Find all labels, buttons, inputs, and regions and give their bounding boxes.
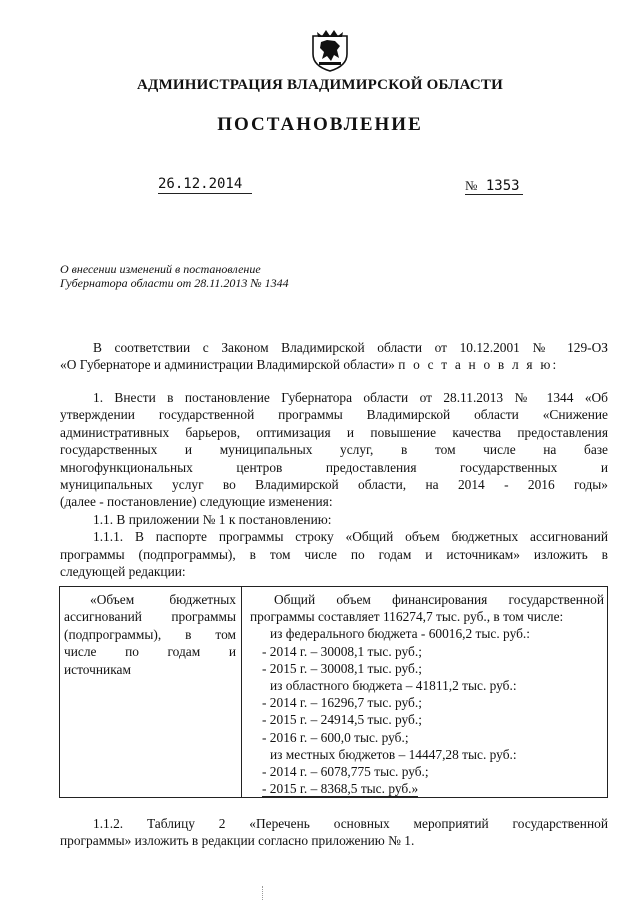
document-type-title: ПОСТАНОВЛЕНИЕ: [217, 114, 423, 135]
item-1-1-2-line-1: 1.1.2. Таблицу 2 «Перечень основных мероприятий государственной: [93, 816, 608, 831]
intro-decree: п о с т а н о в л я ю:: [398, 357, 559, 373]
item-1-line-4: государственных и муниципальных услуг, в том числе на базе: [60, 442, 608, 458]
document-date: 26.12.2014: [158, 176, 252, 194]
item-1-line-5: многофункциональных центров предоставления государственных и: [60, 459, 608, 475]
intro-line-1: В соответствии с Законом Владимирской области от 10.12.2001 № 129-ОЗ: [93, 340, 608, 355]
subject-line-2: Губернатора области от 28.11.2013 № 1344: [60, 276, 289, 290]
item-1-line-1: 1. Внести в постановление Губернатора области от 28.11.2013 № 1344 «Об: [93, 390, 608, 405]
local-2015: [250, 780, 604, 797]
table-left-cell: [64, 591, 236, 678]
federal-2015: - 2015 г. – 30008,1 тыс. руб.;: [262, 660, 422, 676]
local-2014: - 2014 г. – 6078,775 тыс. руб.;: [262, 764, 429, 780]
local-2015-value: - 2015 г. – 8368,5 тыс. руб.»: [262, 781, 419, 797]
page-fold-mark: [262, 886, 264, 900]
document-number: [465, 178, 523, 195]
item-1-line-6: муниципальных услуг во Владимирской области, на 2014 - 2016 годы»: [60, 477, 608, 493]
coat-of-arms-icon: [309, 28, 351, 72]
left-cell-line-3: (подпрограммы), в том: [64, 626, 236, 642]
subject-line-1: О внесении изменений в постановление: [60, 262, 261, 276]
item-1-last-line: (далее - постановление) следующие изменения:: [60, 494, 333, 510]
federal-2014: - 2014 г. – 30008,1 тыс. руб.;: [262, 643, 422, 659]
item-1-1-2-paragraph: [60, 815, 608, 850]
organization-title: АДМИНИСТРАЦИЯ ВЛАДИМИРСКОЙ ОБЛАСТИ: [137, 77, 503, 93]
budget-table: [59, 586, 608, 798]
table-right-cell: [250, 591, 604, 797]
local-budget-total: из местных бюджетов – 14447,28 тыс. руб.:: [270, 746, 517, 762]
item-1-1-1-line-1: 1.1.1. В паспорте программы строку «Общий объем бюджетных ассигнований: [93, 529, 608, 545]
item-1-line-2: утверждении государственной программы Владимирской области «Снижение: [60, 407, 608, 423]
number-sign: №: [465, 178, 478, 193]
regional-2016: - 2016 г. – 600,0 тыс. руб.;: [262, 729, 409, 745]
regional-budget-total: из областного бюджета – 41811,2 тыс. руб.:: [270, 678, 517, 694]
left-cell-line-2: ассигнований программы: [64, 609, 236, 625]
table-column-divider: [241, 587, 242, 797]
federal-budget-total: из федерального бюджета - 60016,2 тыс. руб.:: [270, 626, 530, 642]
left-cell-line-1: «Объем бюджетных: [90, 592, 236, 607]
item-1-line-3: административных барьеров, оптимизация и повышение качества предоставления: [60, 424, 608, 440]
item-1-1: 1.1. В приложении № 1 к постановлению:: [93, 511, 332, 527]
right-cell-line-1: Общий объем финансирования государственной: [274, 592, 604, 607]
item-1-1-1-line-2: программы (подпрограммы), в том числе по годам и источникам» изложить в: [60, 546, 608, 562]
left-cell-line-5: источникам: [64, 661, 131, 677]
intro-law-name: «О Губернаторе и администрации Владимирской области»: [60, 357, 395, 373]
item-1-paragraph: [60, 389, 608, 580]
regional-2015: - 2015 г. – 24914,5 тыс. руб.;: [262, 712, 422, 728]
right-cell-line-2: программы составляет 116274,7 тыс. руб., в том числе:: [250, 609, 564, 625]
intro-paragraph: [60, 339, 608, 374]
intro-line-2: [60, 356, 608, 373]
item-1-1-1-line-3: следующей редакции:: [60, 564, 186, 580]
left-cell-line-4: числе по годам и: [64, 644, 236, 660]
item-1-1-2-line-2: программы» изложить в редакции согласно приложению № 1.: [60, 833, 415, 849]
regional-2014: - 2014 г. – 16296,7 тыс. руб.;: [262, 695, 422, 711]
document-subject: [60, 262, 289, 290]
number-value: 1353: [485, 178, 520, 194]
